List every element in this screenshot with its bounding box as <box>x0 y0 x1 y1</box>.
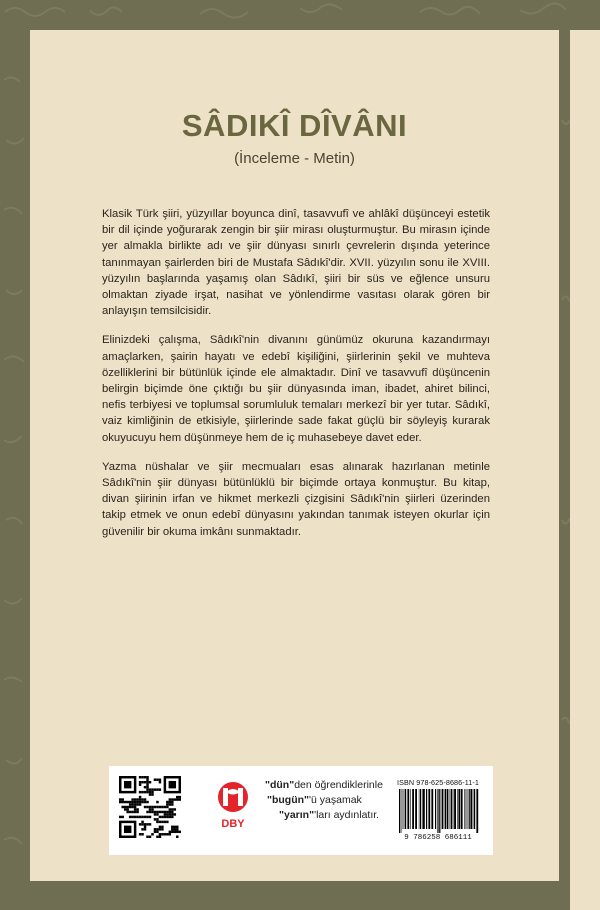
barcode-bar <box>461 789 463 829</box>
barcode-bar <box>445 789 447 829</box>
blurb <box>102 206 490 553</box>
blurb-paragraph: Yazma nüshalar ve şiir mecmuaları esas alınarak hazırlanan metinle Sâdıkî'nin şiir dünyası bütünlüklü bir biçimde ortaya konmuştur. Bu kitap, divan şiirinin irfan ve hikmet merkezli çizgisini Sâdıkî'nin şiirleri üzerinden takip etmek ve onun edebî dünyasını yakından tanımak isteyen okurlar için güvenilir bir okuma imkânı sunmaktadır. <box>102 460 490 538</box>
slogan-quote: "dün" <box>265 779 295 791</box>
blurb-paragraph: Klasik Türk şiiri, yüzyıllar boyunca dinî, tasavvufî ve ahlâkî düşünceyi estetik bir dil içinde yoğurarak zengin bir şiir mirası oluşturmuştur. Bu mirasın içinde yer almakla birlikte adı ve şiir dünyası sınırlı çevrelerin dışında yeterince tanınmayan şairlerden biri de Mustafa Sâdıkî'dir. XVII. yüzyılın sonu ile XVIII. yüzyılın başlarında yaşamış olan Sâdıkî, şiiri bir süs ve eğlence unsuru olmaktan ziyade irşat, nasihat ve yönlendirme vasıtası olarak gören bir anlayışın temsilcisidir. <box>102 208 490 318</box>
barcode-bar <box>419 789 420 829</box>
barcode-bar <box>437 789 438 833</box>
back-flap-edge <box>570 30 600 910</box>
barcode-bar <box>415 789 417 829</box>
barcode-bar <box>401 789 402 833</box>
barcode-bar <box>428 789 430 829</box>
barcode-bar <box>435 789 436 829</box>
barcode-bar <box>469 789 470 829</box>
barcode-bar <box>407 789 409 829</box>
barcode-bar <box>449 789 450 829</box>
barcode-bar <box>474 789 475 829</box>
back-cover <box>30 30 559 881</box>
barcode-bar <box>451 789 453 829</box>
barcode-bar <box>476 789 478 833</box>
slogan-text: den öğrendiklerinle <box>294 779 383 791</box>
publisher-slogan <box>259 778 385 823</box>
barcode-bar <box>404 789 405 829</box>
isbn-label: ISBN 978-625-8686-11-1 <box>397 778 479 787</box>
qr-code-icon[interactable] <box>119 776 181 838</box>
barcode-bar <box>470 789 472 829</box>
barcode-bar <box>454 789 456 829</box>
barcode-bar <box>405 789 406 829</box>
publisher-logo-text: DBY <box>221 818 245 830</box>
slogan-text: 'ü yaşamak <box>309 794 362 806</box>
slogan-quote: "yarın" <box>279 809 315 821</box>
barcode-bar <box>466 789 467 829</box>
barcode-bar <box>447 789 448 829</box>
barcode-bar <box>399 789 400 833</box>
book-subtitle: (İnceleme - Metin) <box>234 150 355 167</box>
publisher-footer <box>109 766 493 855</box>
barcode-bar <box>423 789 425 829</box>
barcode-bar <box>467 789 468 829</box>
barcode-bar <box>442 789 444 829</box>
book-title: SÂDIKÎ DÎVÂNI <box>181 108 408 143</box>
slogan-quote: "bugün" <box>267 794 310 806</box>
publisher-logo-icon <box>213 780 253 832</box>
barcode-bar <box>410 789 411 829</box>
barcode-bar <box>473 789 474 829</box>
barcode-bar <box>426 789 427 829</box>
barcode-bar <box>457 789 458 829</box>
isbn-barcode <box>395 789 481 841</box>
barcode-bar <box>412 789 414 829</box>
barcode-bar <box>431 789 433 829</box>
barcode-number: 9 786258 686111 <box>404 834 472 841</box>
barcode-bar <box>464 789 465 829</box>
barcode-bar <box>454 789 455 829</box>
barcode-bar <box>439 789 440 833</box>
barcode-bar <box>422 789 423 829</box>
barcode-bar <box>458 789 460 829</box>
slogan-text: 'ları aydınlatır. <box>314 809 380 821</box>
barcode-bar <box>403 789 404 829</box>
blurb-paragraph: Elinizdeki çalışma, Sâdıkî'nin divanını günümüz okuruna kazandırmayı amaçlarken, şairin hayatı ve edebî kişiliğini, şiirlerinin şekil ve muhteva özelliklerini bir bütünlük içinde ele almaktadır. Dinî ve tasavvufî düşüncenin belirgin biçimde öne çıktığı bu şiir dünyasında iman, ibadet, ahiret bilinci, nefis terbiyesi ve toplumsal sorumluluk temaları merkezî bir yer tutar. Sâdıkî, vaiz kimliğinin de etkisiyle, şiirlerinde sade fakat güçlü bir söyleyiş kurarak okuyucuyu hem düşünmeye hem de iç muhasebeye davet eder. <box>102 334 490 444</box>
barcode-bar <box>420 789 421 829</box>
